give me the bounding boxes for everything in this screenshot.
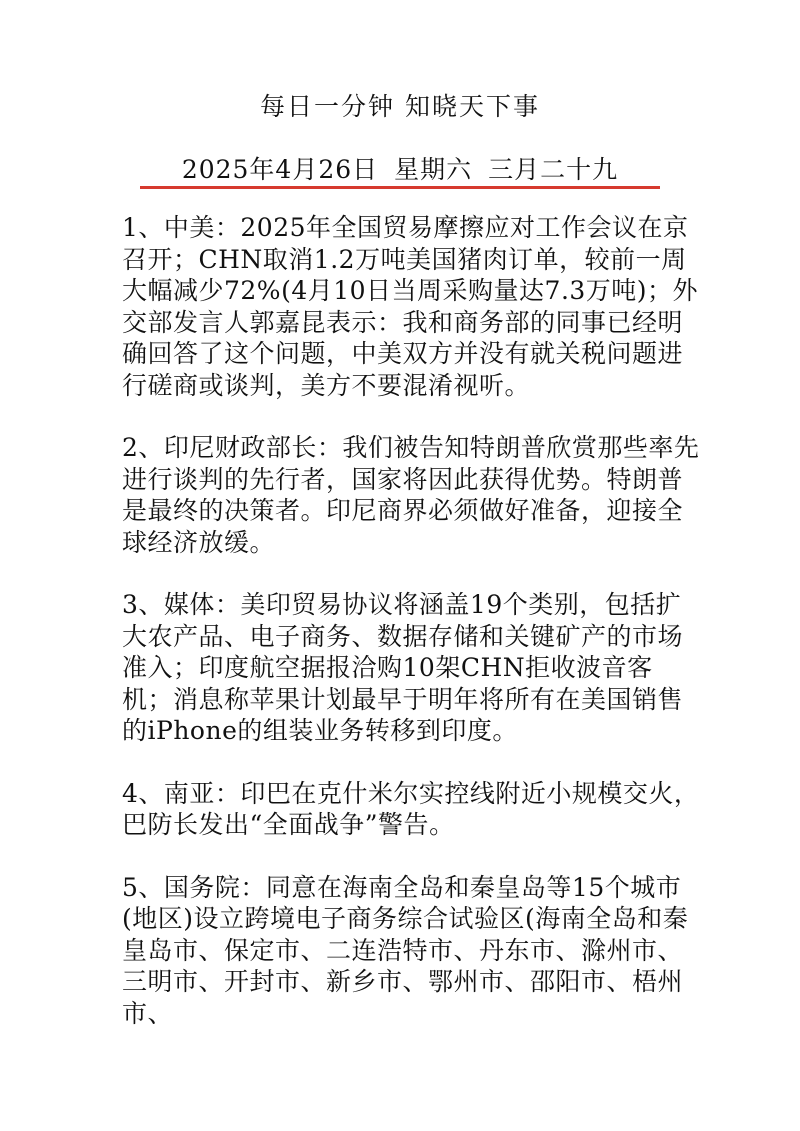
news-item-5: 5、国务院：同意在海南全岛和秦皇岛等15个城市(地区)设立跨境电子商务综合试验区(海南全岛和秦皇岛市、保定市、二连浩特市、丹东市、滁州市、三明市、开封市、新乡市、鄂州市、邵阳市、梧州市、 bbox=[122, 872, 689, 1028]
date-text: 2025年4月26日 bbox=[181, 155, 379, 184]
news-item-2: 2、印尼财政部长：我们被告知特朗普欣赏那些率先进行谈判的先行者，国家将因此获得优势。特朗普是最终的决策者。印尼商界必须做好准备，迎接全球经济放缓。 bbox=[122, 433, 700, 557]
date-line bbox=[0, 155, 800, 185]
news-list bbox=[122, 212, 702, 1060]
lunar-date-text: 三月二十九 bbox=[488, 155, 619, 184]
news-item-1: 1、中美：2025年全国贸易摩擦应对工作会议在京召开；CHN取消1.2万吨美国猪肉订单，较前一周大幅减少72%(4月10日当周采购量达7.3万吨)；外交部发言人郭嘉昆表示：我和商务部的同事已经明确回答了这个问题，中美双方并没有就关税问题进行磋商或谈判，美方不要混淆视听。 bbox=[122, 213, 699, 400]
weekday-text: 星期六 bbox=[394, 155, 473, 184]
page-title: 每日一分钟 知晓天下事 bbox=[260, 92, 540, 121]
news-item-4: 4、南亚：印巴在克什米尔实控线附近小规模交火，巴防长发出“全面战争”警告。 bbox=[122, 778, 700, 839]
date-underline bbox=[140, 186, 660, 189]
news-item-3: 3、媒体：美印贸易协议将涵盖19个类别，包括扩大农产品、电子商务、数据存储和关键矿产的市场准入；印度航空据报洽购10架CHN拒收波音客机；消息称苹果计划最早于明年将所有在美国销售的iPhone的组装业务转移到印度。 bbox=[122, 590, 684, 745]
